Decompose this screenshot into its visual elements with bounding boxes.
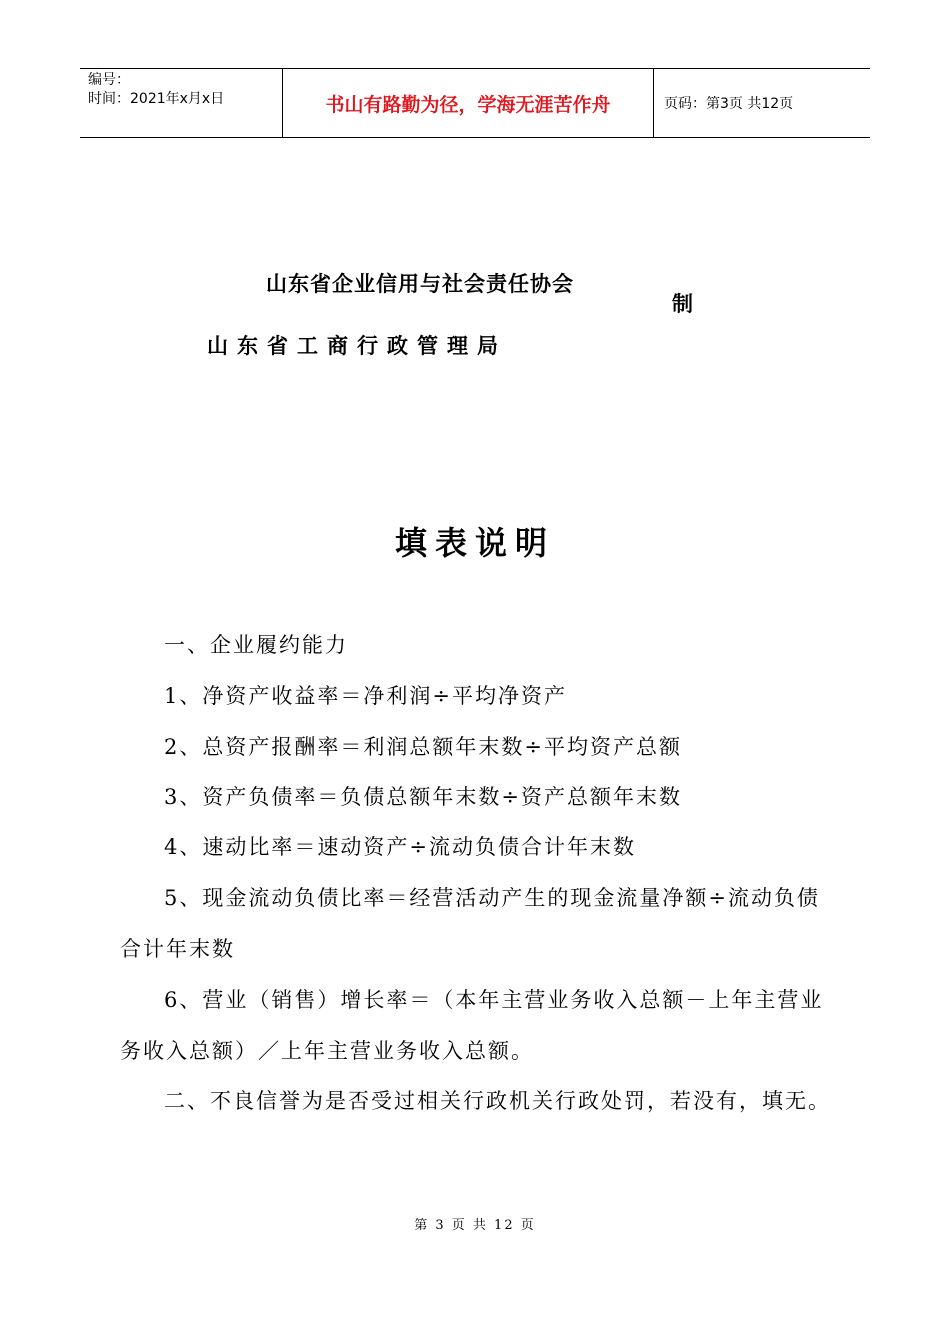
- header-page-info: 页码：第3页 共12页: [664, 96, 794, 112]
- document-date: 时间：2021年x月x日: [88, 91, 225, 107]
- issuer-line-1: 山东省企业信用与社会责任协会: [266, 272, 574, 296]
- page-footer: 第 3 页 共 12 页: [414, 1218, 536, 1233]
- issuer-suffix: 制: [672, 292, 693, 316]
- document-number-label: 编号：: [88, 72, 130, 88]
- formula-item: 6、营业（销售）增长率＝（本年主营业务收入总额－上年主营业务收入总额）／上年主营业务收入总额。: [120, 988, 824, 1063]
- formula-item: 1、净资产收益率＝净利润÷平均净资产: [164, 684, 567, 708]
- formula-item: 5、现金流动负债比率＝经营活动产生的现金流量净额÷流动负债合计年末数: [120, 886, 820, 961]
- section-heading: 二、不良信誉为是否受过相关行政机关行政处罚，若没有，填无。: [164, 1089, 831, 1113]
- formula-item: 4、速动比率＝速动资产÷流动负债合计年末数: [164, 835, 636, 859]
- formula-item: 3、资产负债率＝负债总额年末数÷资产总额年末数: [164, 785, 682, 809]
- formula-item: 2、总资产报酬率＝利润总额年末数÷平均资产总额: [164, 735, 682, 759]
- header-meta: [80, 69, 282, 137]
- section-heading: 一、企业履约能力: [164, 633, 348, 657]
- document-title: 填表说明: [394, 524, 555, 562]
- header-motto: 书山有路勤为径，学海无涯苦作舟: [282, 69, 654, 137]
- issuer-line-2: 山东省工商行政管理局: [207, 334, 507, 358]
- page-header: [80, 68, 870, 138]
